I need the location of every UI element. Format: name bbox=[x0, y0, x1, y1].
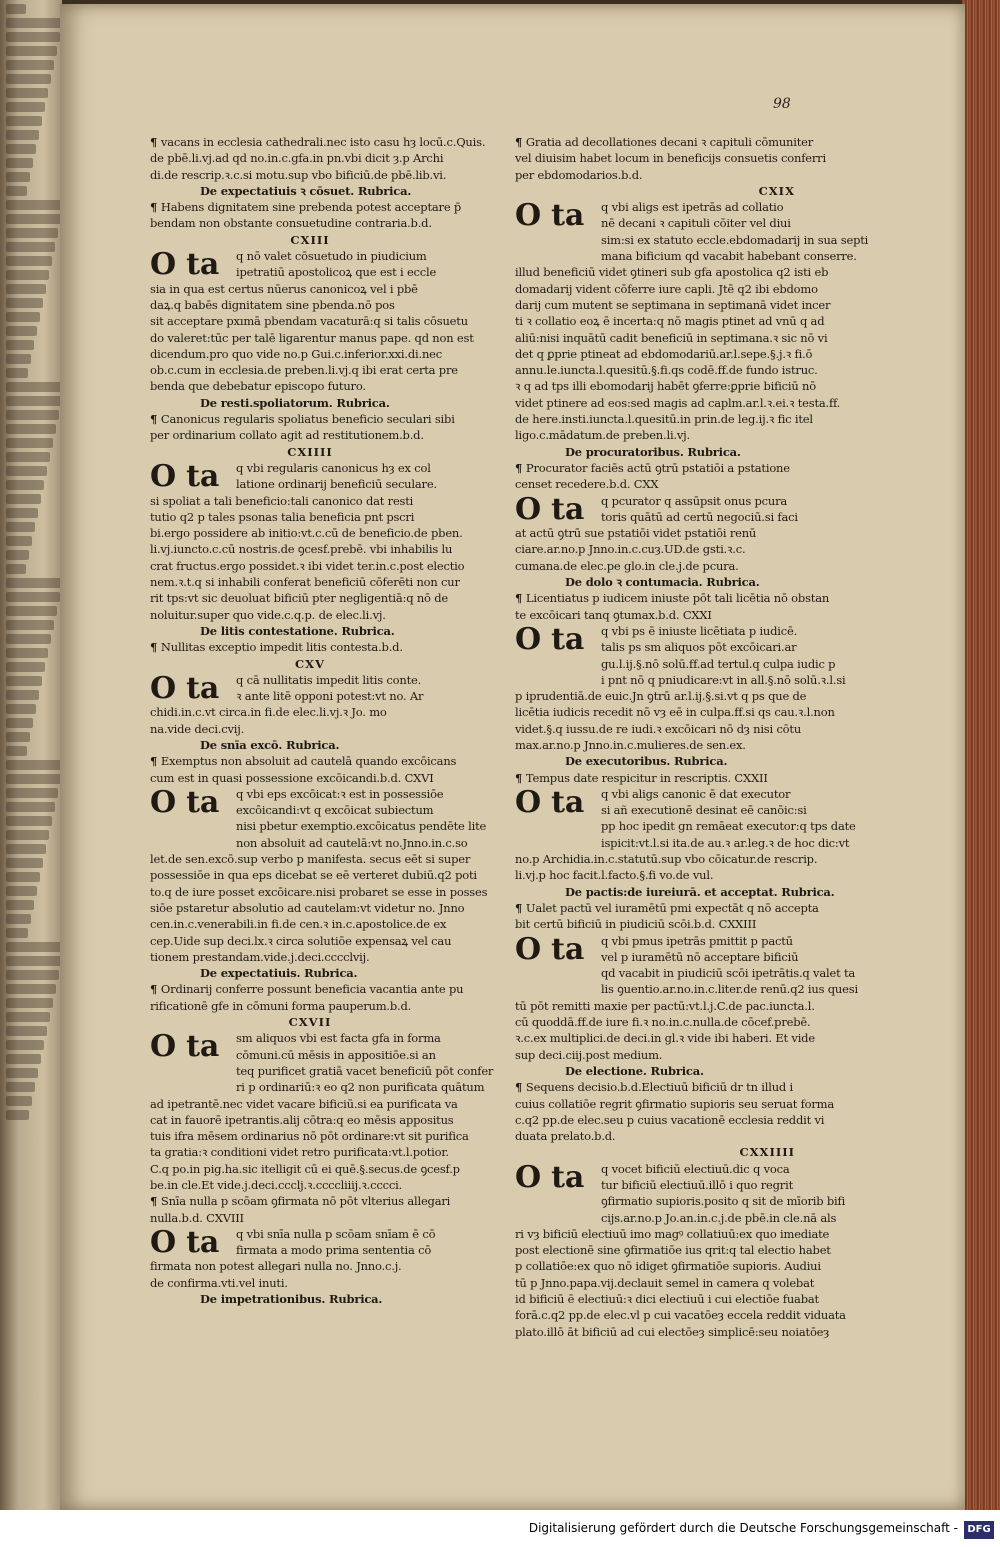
ghost-text-line bbox=[6, 1040, 44, 1050]
text-line: lis ꝯuentio.ar.no.in.c.liter.de renū.q2 ius quesi bbox=[601, 982, 858, 997]
text-line: vel p iuramētū nō acceptare bificiū bbox=[601, 949, 799, 964]
decorated-initial: O ta bbox=[150, 458, 220, 494]
ghost-text-line bbox=[6, 886, 37, 896]
decision-number: CXXIIII bbox=[739, 1145, 795, 1160]
ghost-text-line bbox=[6, 396, 62, 406]
ghost-text-line bbox=[6, 816, 52, 826]
ghost-text-line bbox=[6, 550, 29, 560]
text-line: det q ꝑprie ptineat ad ebdomodariū.ar.l.sepe.§.j.ꝛ fi.ō bbox=[515, 346, 813, 361]
ghost-text-line bbox=[6, 984, 56, 994]
text-line: teq purificet gratiā vacet beneficiū pōt confer bbox=[236, 1063, 494, 1078]
text-line: licētia iudicis recedit nō vȝ eē in culpa.ff.si qs cau.ꝛ.l.non bbox=[515, 705, 835, 720]
pilcrow-icon: ¶ bbox=[150, 412, 161, 427]
text-line: p collatiōe:ex quo nō idiget ꝯfirmatiōe supioris. Audiui bbox=[515, 1259, 821, 1274]
decision-paragraph bbox=[150, 672, 470, 737]
text-line: ꝛ q ad tps illi ebomodarij habēt ꝯferre:ꝑprie bificiū nō bbox=[515, 379, 816, 394]
decision-paragraph bbox=[150, 247, 474, 395]
decorated-initial: O ta bbox=[150, 670, 220, 706]
decorated-initial: O ta bbox=[150, 1029, 220, 1065]
text-line: videt.§.q iussu.de re iudi.ꝛ excōicari nō dȝ nisi cōtu bbox=[515, 721, 802, 736]
text-line: cijs.ar.no.p Jo.an.in.c.j.de pbē.in cle.nā als bbox=[601, 1210, 837, 1225]
ghost-text-line bbox=[6, 214, 61, 224]
pilcrow-icon: ¶ bbox=[515, 770, 526, 785]
pilcrow-icon: ¶ bbox=[150, 200, 161, 215]
ghost-text-line bbox=[6, 872, 40, 882]
ghost-text-line bbox=[6, 424, 56, 434]
rubric-heading: De executoribus. Rubrica. bbox=[565, 754, 728, 769]
text-paragraph bbox=[515, 134, 835, 183]
text-line: nem.ꝛ.t.q si inhabili conferat beneficiū cōferēti non cur bbox=[150, 575, 460, 590]
decision-paragraph bbox=[150, 1226, 470, 1291]
text-line: p iprudentiā.de euic.Jn ꝯtrū ar.l.ij.§.si.vt q ps que de bbox=[515, 689, 807, 704]
text-line: tur bificiū electiuū.illō i quo regrit bbox=[601, 1178, 793, 1192]
text-paragraph bbox=[515, 590, 835, 623]
text-line: per ordinarium collato agit ad restitutionem.b.d. bbox=[150, 428, 424, 443]
text-line: firmata a modo prima sententia cō bbox=[236, 1243, 432, 1258]
text-line: no.p Archidia.in.c.statutū.sup vbo cōicatur.de rescrip. bbox=[515, 852, 818, 867]
decorated-initial: O ta bbox=[515, 931, 585, 967]
text-line: post electionē sine ꝯfirmatiōe ius qrit:q tal electio habet bbox=[515, 1243, 831, 1258]
ghost-text-line bbox=[6, 830, 49, 840]
text-line: chidi.in.c.vt circa.in fi.de elec.li.vj.ꝛ Jo. mo bbox=[150, 705, 387, 720]
ghost-text-line bbox=[6, 186, 27, 196]
text-line: noluitur.super quo vide.c.q.p. de elec.li.vj. bbox=[150, 607, 386, 622]
text-line: cep.Uide sup deci.lx.ꝛ circa solutiōe expensaꝝ vel cau bbox=[150, 933, 452, 948]
ghost-text-line bbox=[6, 270, 49, 280]
footer-bar bbox=[0, 1510, 1000, 1547]
decision-paragraph bbox=[515, 931, 858, 1063]
ghost-text-line bbox=[6, 844, 46, 854]
text-line: i pnt nō q pniudicare:vt in all.§.nō solū.ꝛ.l.si bbox=[601, 672, 846, 687]
ghost-text-line bbox=[6, 438, 53, 448]
text-line: ꝛ ante litē opponi potest:vt no. Ar bbox=[236, 689, 424, 704]
decision-paragraph bbox=[515, 621, 846, 753]
text-line: ipetratiū apostolicoꝝ que est i eccle bbox=[236, 265, 437, 280]
ghost-text-line bbox=[6, 704, 36, 714]
text-line: q vbi snīa nulla p scōam snīam ē cō bbox=[236, 1226, 436, 1241]
decorated-initial: O ta bbox=[515, 621, 585, 657]
ghost-text-line bbox=[6, 1082, 35, 1092]
text-line: si spoliat a tali beneficio:tali canonico dat resti bbox=[150, 493, 414, 508]
rubric-heading: De electione. Rubrica. bbox=[565, 1063, 704, 1078]
text-line: per ebdomodarios.b.d. bbox=[515, 167, 643, 182]
text-paragraph bbox=[150, 1193, 470, 1226]
ghost-text-line bbox=[6, 858, 43, 868]
text-line: ¶ Licentiatus p iudicem iniuste pōt tali licētia nō obstan bbox=[515, 591, 830, 606]
pilcrow-icon: ¶ bbox=[150, 640, 161, 655]
rubric-heading: De litis contestatione. Rubrica. bbox=[200, 623, 395, 638]
ghost-text-line bbox=[6, 592, 60, 602]
text-line: talis ps sm aliquos pōt excōicari.ar bbox=[601, 640, 797, 655]
ghost-text-line bbox=[6, 354, 31, 364]
text-line: c.q2 pp.de elec.seu p cuius vacationē ecclesia reddit vi bbox=[515, 1112, 825, 1127]
ghost-text-line bbox=[6, 760, 64, 770]
ghost-text-line bbox=[6, 998, 53, 1008]
ghost-text-line bbox=[6, 452, 50, 462]
text-line: aliū:nisi inquātū cadit beneficiū in septimana.ꝛ sic nō vi bbox=[515, 330, 828, 345]
text-line: na.vide deci.cvij. bbox=[150, 721, 245, 736]
text-line: vel diuisim habet locum in beneficijs consuetis conferri bbox=[515, 151, 826, 166]
ghost-text-line bbox=[6, 942, 65, 952]
pilcrow-icon: ¶ bbox=[515, 900, 526, 915]
text-line: sm aliquos vbi est facta gfa in forma bbox=[236, 1031, 441, 1046]
text-line: domadarij vident cōferre iure capli. Jtē q2 ibi ebdomo bbox=[515, 281, 818, 296]
decorated-initial: O ta bbox=[150, 784, 220, 820]
text-line: cumana.de elec.pe glo.in cle.j.de pcura. bbox=[515, 558, 739, 573]
text-line: ¶ Canonicus regularis spoliatus beneficio seculari sibi bbox=[150, 412, 455, 427]
ghost-text-line bbox=[6, 928, 28, 938]
text-line: at actū ꝯtrū sue pstatiōi videt pstatiōi renū bbox=[515, 526, 757, 541]
text-line: q vbi aligs canonic ē dat executor bbox=[601, 786, 791, 801]
text-line: q vbi ps ē iniuste licētiata p iudicē. bbox=[601, 623, 798, 638]
ghost-text-line bbox=[6, 564, 26, 574]
rubric-heading: De pactis:de iureiurā. et acceptat. Rubrica. bbox=[565, 884, 835, 899]
rubric-heading: De expectatiuis ꝛ cōsuet. Rubrica. bbox=[200, 183, 412, 198]
rubric-heading: De resti.spoliatorum. Rubrica. bbox=[200, 395, 390, 410]
ghost-text-line bbox=[6, 676, 42, 686]
decision-paragraph bbox=[515, 1159, 846, 1340]
text-line: cuius collatiōe regrit ꝯfirmatio supioris seu seruat forma bbox=[515, 1096, 835, 1111]
text-line: gu.l.ij.§.nō solū.ff.ad tertul.q culpa iudic p bbox=[601, 656, 836, 671]
text-line: ¶ Ordinarij conferre possunt beneficia vacantia ante pu bbox=[150, 982, 464, 997]
text-line: te excōicari tanq ꝯtumax.b.d. CXXI bbox=[515, 607, 712, 622]
text-line: si añ executionē desinat eē canōic:si bbox=[601, 803, 807, 818]
ghost-text-line bbox=[6, 914, 31, 924]
text-line: ad ipetrantē.nec videt vacare bificiū.si ea purificata va bbox=[150, 1096, 458, 1111]
ghost-text-line bbox=[6, 802, 55, 812]
text-line: annu.le.iuncta.l.quesitū.§.fi.qs codē.ff.de fundo istruc. bbox=[515, 363, 818, 378]
text-line: ꝛ.c.ex multiplici.de deci.in gl.ꝛ vide ibi haberi. Et vide bbox=[515, 1031, 815, 1046]
text-line: ¶ Ualet pactū vel iuramētū pmi expectāt q nō accepta bbox=[515, 900, 819, 915]
decorated-initial: O ta bbox=[150, 247, 220, 283]
ghost-text-line bbox=[6, 690, 39, 700]
ghost-text-line bbox=[6, 116, 42, 126]
ghost-text-line bbox=[6, 88, 48, 98]
ghost-text-line bbox=[6, 662, 45, 672]
decorated-initial: O ta bbox=[515, 1159, 585, 1195]
book-edge bbox=[962, 0, 1000, 1510]
ghost-text-line bbox=[6, 970, 59, 980]
text-line: max.ar.no.p Jnno.in.c.mulieres.de sen.ex. bbox=[515, 737, 746, 752]
ghost-text-line bbox=[6, 900, 34, 910]
ghost-text-line bbox=[6, 508, 38, 518]
text-line: ¶ Gratia ad decollationes decani ꝛ capituli cōmuniter bbox=[515, 135, 814, 149]
text-paragraph bbox=[150, 639, 470, 655]
pilcrow-icon: ¶ bbox=[515, 1080, 526, 1095]
text-paragraph bbox=[515, 770, 835, 786]
text-line: do valeret:tūc per talē ligarentur manus pape. qd non est bbox=[150, 330, 474, 345]
ghost-text-line bbox=[6, 1054, 41, 1064]
ghost-text-line bbox=[6, 578, 63, 588]
ghost-text-line bbox=[6, 480, 44, 490]
text-line: id bificiū ē electiuū:ꝛ dici electiuū i cui electiōe fuabat bbox=[515, 1292, 819, 1307]
ghost-text-line bbox=[6, 32, 60, 42]
text-line: rit tps:vt sic deuoluat bificiū pter negligentiā:q nō de bbox=[150, 591, 448, 606]
pilcrow-icon: ¶ bbox=[150, 1194, 161, 1209]
folio-number: 98 bbox=[773, 96, 791, 112]
text-line: di.de rescrip.ꝛ.c.si motu.sup vbo bificiū.de pbē.lib.vi. bbox=[150, 167, 447, 182]
text-line: q pcurator q assūpsit onus pcura bbox=[601, 493, 788, 508]
text-line: latione ordinarij beneficiū seculare. bbox=[236, 477, 437, 492]
right-column bbox=[515, 134, 869, 1340]
text-line: cum est in quasi possessione excōicandi.b.d. CXVI bbox=[150, 770, 434, 785]
book-page bbox=[60, 4, 965, 1510]
text-line: ¶ Tempus date respicitur in rescriptis. CXXII bbox=[515, 770, 768, 785]
ghost-text-line bbox=[6, 60, 54, 70]
ghost-text-line bbox=[6, 1068, 38, 1078]
rubric-heading: De expectatiuis. Rubrica. bbox=[200, 966, 358, 981]
text-line: nē decani ꝛ capituli cōiter vel diui bbox=[601, 216, 791, 231]
text-line: ¶ Sequens decisio.b.d.Electiuū bificiū dr tn illud i bbox=[515, 1080, 793, 1095]
decision-paragraph bbox=[515, 493, 835, 574]
ghost-text-line bbox=[6, 774, 61, 784]
text-line: mana bificium qd vacabit habebant conserre. bbox=[601, 249, 857, 264]
ghost-text-line bbox=[6, 312, 40, 322]
decorated-initial: O ta bbox=[515, 198, 585, 234]
text-line: ri p ordinariū:ꝛ eo q2 non purificata quātum bbox=[236, 1080, 485, 1095]
text-line: excōicandi:vt q excōicat subiectum bbox=[236, 803, 434, 818]
text-line: cū quoddā.ff.de iure fi.ꝛ no.in.c.nulla.de cōcef.prebē. bbox=[515, 1015, 811, 1030]
text-line: be.in cle.Et vide.j.deci.ccclj.ꝛ.ccccliiij.ꝛ.cccci. bbox=[150, 1178, 403, 1192]
rubric-heading: De dolo ꝛ contumacia. Rubrica. bbox=[565, 575, 760, 590]
ghost-text-line bbox=[6, 144, 36, 154]
ghost-text-line bbox=[6, 536, 32, 546]
text-line: ꝯfirmatio supioris.posito q sit de mīorib bifi bbox=[601, 1194, 846, 1209]
ghost-text-line bbox=[6, 1096, 32, 1106]
pilcrow-icon: ¶ bbox=[515, 591, 526, 606]
text-line: sup deci.ciij.post medium. bbox=[515, 1047, 663, 1062]
text-line: bi.ergo possidere ab initio:vt.c.cū de beneficio.de pben. bbox=[150, 526, 463, 541]
text-line: ciare.ar.no.p Jnno.in.c.cuȝ.UD.de gsti.ꝛ.c. bbox=[515, 542, 746, 557]
decision-paragraph bbox=[150, 1029, 494, 1193]
text-line: li.vj.p hoc facit.l.facto.§.fi vo.de vul. bbox=[515, 868, 714, 883]
decision-number: CXIIII bbox=[287, 444, 333, 459]
text-line: tū pōt remitti maxie per pactū:vt.l.j.C.de pac.iuncta.l. bbox=[515, 998, 815, 1013]
text-line: rificationē gfe in cōmuni forma pauperum.b.d. bbox=[150, 998, 412, 1013]
decision-number: CXV bbox=[295, 656, 325, 671]
footer-credit: Digitalisierung gefördert durch die Deutsche Forschungsgemeinschaft - bbox=[528, 1521, 958, 1535]
text-line: ri vȝ bificiū electiuū imo magꝰ collatiuū:ex quo imediate bbox=[515, 1226, 830, 1241]
text-line: q vbi pmus ipetrās pmittit p pactū bbox=[601, 933, 793, 948]
text-line: ligo.c.mādatum.de preben.li.vj. bbox=[515, 428, 691, 443]
text-line: ob.c.cum in ecclesia.de preben.li.vj.q ibi erat certa pre bbox=[150, 363, 458, 378]
text-paragraph bbox=[515, 900, 835, 933]
ghost-text-line bbox=[6, 1012, 50, 1022]
ghost-text-line bbox=[6, 284, 46, 294]
text-line: tū p Jnno.papa.vij.declauit semel in camera q volebat bbox=[515, 1275, 815, 1290]
text-line: ¶ Exemptus non absoluit ad cautelā quando excōicans bbox=[150, 754, 457, 769]
text-line: darij cum mutent se septimana in septimanā videt incer bbox=[515, 297, 831, 312]
pilcrow-icon: ¶ bbox=[515, 135, 526, 149]
ghost-text-line bbox=[6, 74, 51, 84]
decision-paragraph bbox=[150, 784, 488, 965]
text-paragraph bbox=[515, 1079, 835, 1144]
ghost-text-line bbox=[6, 200, 64, 210]
ghost-text-line bbox=[6, 326, 37, 336]
text-line: nisi pbetur exemptio.excōicatus pendēte lite bbox=[236, 819, 487, 834]
text-line: sit acceptare pxımā pbendam vacaturā:q si talis cōsuetu bbox=[150, 314, 468, 329]
pilcrow-icon: ¶ bbox=[515, 460, 526, 475]
text-line: possessiōe in qua eps dicebat se eē verteret dubiū.q2 poti bbox=[150, 868, 477, 883]
text-line: tuis ifra mēsem ordinarius nō pōt ordinare:vt sit purifica bbox=[150, 1129, 469, 1144]
text-line: censet recedere.b.d. CXX bbox=[515, 477, 659, 492]
text-line: pp hoc ipedit gn remāeat executor:q tps date bbox=[601, 819, 856, 834]
text-line: crat fructus.ergo possidet.ꝛ ibi videt ter.in.c.post electio bbox=[150, 558, 465, 573]
ghost-text-line bbox=[6, 46, 57, 56]
text-line: bendam non obstante consuetudine contraria.b.d. bbox=[150, 216, 432, 231]
ghost-text-line bbox=[6, 466, 47, 476]
text-line: videt ptinere ad eos:sed magis ad caplm.ar.l.ꝛ.ei.ꝛ testa.ff. bbox=[515, 395, 841, 410]
ghost-text-line bbox=[6, 340, 34, 350]
text-line: ¶ Nullitas exceptio impedit litis contesta.b.d. bbox=[150, 640, 403, 655]
ghost-text-line bbox=[6, 732, 30, 742]
ghost-text-line bbox=[6, 172, 30, 182]
decorated-initial: O ta bbox=[515, 491, 585, 527]
text-line: nulla.b.d. CXVIII bbox=[150, 1210, 244, 1225]
text-line: li.vj.iuncto.c.cū nostris.de ꝯcesf.prebē. vbi inhabilis lu bbox=[150, 542, 453, 557]
ghost-text-line bbox=[6, 4, 26, 14]
text-line: de pbē.li.vj.ad qd no.in.c.gfa.in pn.vbi dicit ȝ.p Archi bbox=[150, 151, 444, 166]
decision-paragraph bbox=[150, 460, 470, 623]
rubric-heading: De impetrationibus. Rubrica. bbox=[200, 1292, 383, 1307]
ghost-text-line bbox=[6, 158, 33, 168]
text-line: cen.in.c.venerabili.in fi.de cen.ꝛ in.c.apostolice.de ex bbox=[150, 917, 447, 932]
text-paragraph bbox=[150, 199, 470, 232]
text-line: cōmuni.cū mēsis in appositiōe.si an bbox=[236, 1047, 436, 1062]
text-line: q vbi aligs est ipetrās ad collatio bbox=[601, 200, 784, 215]
text-line: ¶ vacans in ecclesia cathedrali.nec isto casu hȝ locū.c.Quis. bbox=[150, 135, 486, 149]
text-line: sia in qua est certus nūerus canonicoꝝ vel i pbē bbox=[150, 281, 418, 296]
ghost-text-line bbox=[6, 18, 63, 28]
text-line: q vbi regularis canonicus hȝ ex col bbox=[236, 460, 431, 475]
text-line: duata prelato.b.d. bbox=[515, 1129, 616, 1144]
text-paragraph bbox=[150, 134, 486, 183]
text-line: ta gratia:ꝛ conditioni videt retro purificata:vt.l.potior. bbox=[150, 1145, 449, 1160]
previous-page-edge bbox=[0, 0, 62, 1510]
text-line: forā.c.q2 pp.de elec.vl p cui vacatōeȝ eccela reddit viduata bbox=[515, 1308, 846, 1323]
text-line: ¶ Procurator faciēs actū ꝯtrū pstatiōi a pstatione bbox=[515, 460, 790, 475]
text-line: bit certū bificiū in piudiciū scōi.b.d. CXXIII bbox=[515, 917, 757, 932]
text-line: de confirma.vti.vel inuti. bbox=[150, 1275, 288, 1290]
ghost-text-line bbox=[6, 648, 48, 658]
text-line: plato.illō āt bificiū ad cui electōeȝ simplicē:seu noiatōeȝ bbox=[515, 1324, 830, 1339]
ghost-text-line bbox=[6, 746, 27, 756]
rubric-heading: De snīa excō. Rubrica. bbox=[200, 737, 340, 752]
text-line: siōe pstaretur absolutio ad cautelam:vt videtur no. Jnno bbox=[150, 900, 465, 915]
ghost-text-line bbox=[6, 606, 57, 616]
text-line: de here.insti.iuncta.l.quesitū.in prin.de leg.ij.ꝛ fic itel bbox=[515, 412, 813, 427]
text-line: toris quātū ad certū negociū.si faci bbox=[601, 509, 798, 524]
ghost-text-line bbox=[6, 788, 58, 798]
decision-number: CXVII bbox=[288, 1015, 332, 1030]
text-paragraph bbox=[150, 981, 470, 1014]
ghost-text-line bbox=[6, 102, 45, 112]
text-line: ¶ Habens dignitatem sine prebenda potest acceptare p̄ bbox=[150, 200, 462, 215]
ghost-text-line bbox=[6, 620, 54, 630]
text-line: non absoluit ad cautelā:vt no.Jnno.in.c.so bbox=[236, 835, 468, 850]
text-line: benda que debebatur episcopo futuro. bbox=[150, 379, 366, 394]
text-line: firmata non potest allegari nulla no. Jnno.c.j. bbox=[150, 1259, 402, 1274]
text-line: qd vacabit in piudiciū scōi ipetrātis.q valet ta bbox=[601, 966, 856, 981]
decision-paragraph bbox=[515, 198, 869, 443]
text-line: ispicit:vt.l.si ita.de au.ꝛ ar.leg.ꝛ de hoc dic:vt bbox=[601, 835, 850, 850]
decision-number: CXIII bbox=[290, 232, 330, 247]
text-line: ¶ Snīa nulla p scōam ꝯfirmata nō pōt vlterius allegari bbox=[150, 1194, 451, 1209]
text-line: cat in fauorē ipetrantis.alij cōtra:q eo mēsis appositus bbox=[150, 1112, 454, 1127]
ghost-text-line bbox=[6, 130, 39, 140]
ghost-text-line bbox=[6, 368, 28, 378]
text-paragraph bbox=[150, 753, 470, 786]
ghost-text-line bbox=[6, 1110, 29, 1120]
pilcrow-icon: ¶ bbox=[150, 754, 161, 769]
text-paragraph bbox=[515, 460, 835, 493]
decision-number: CXIX bbox=[758, 183, 795, 198]
text-line: illud beneficiū videt ꝯtineri sub gfa apostolica q2 isti eb bbox=[515, 265, 829, 280]
ghost-text-line bbox=[6, 718, 33, 728]
ghost-text-line bbox=[6, 410, 59, 420]
left-column bbox=[150, 134, 494, 1307]
ghost-text-line bbox=[6, 228, 58, 238]
ghost-text-line bbox=[6, 382, 65, 392]
ghost-text-line bbox=[6, 1026, 47, 1036]
ghost-text-line bbox=[6, 522, 35, 532]
ghost-text-line bbox=[6, 298, 43, 308]
text-line: tionem prestandam.vide.j.deci.cccclvij. bbox=[150, 949, 370, 964]
text-line: ti ꝛ collatio eoꝝ ē incerta:q nō magis ptinet ad vnū q ad bbox=[515, 314, 825, 329]
text-line: daꝝ.q babēs dignitatem sine pbenda.nō pos bbox=[150, 297, 395, 312]
text-paragraph bbox=[150, 411, 470, 444]
text-line: q nō valet cōsuetudo in piudicium bbox=[236, 249, 427, 264]
ghost-text-line bbox=[6, 256, 52, 266]
text-line: q cā nullitatis impedit litis conte. bbox=[236, 672, 422, 687]
text-line: dicendum.pro quo vide no.p Gui.c.inferior.xxi.di.nec bbox=[150, 346, 443, 361]
pilcrow-icon: ¶ bbox=[150, 982, 161, 997]
text-line: let.de sen.excō.sup verbo p manifesta. secus eēt si super bbox=[150, 852, 471, 867]
text-line: q vbi eps excōicat:ꝛ est in possessiōe bbox=[236, 786, 444, 801]
ghost-text-line bbox=[6, 956, 62, 966]
pilcrow-icon: ¶ bbox=[150, 135, 161, 149]
ghost-text-line bbox=[6, 634, 51, 644]
text-line: C.q po.in pig.ha.sic itelligit cū ei quē.§.secus.de ꝯcesf.p bbox=[150, 1161, 460, 1176]
ghost-text-line bbox=[6, 242, 55, 252]
text-line: to.q de iure posset excōicare.nisi probaret se esse in posses bbox=[150, 884, 488, 899]
dfg-logo: DFG bbox=[964, 1521, 994, 1539]
text-line: tutio q2 p tales psonas talia beneficia pnt pscri bbox=[150, 509, 415, 524]
text-line: sim:si ex statuto eccle.ebdomadarij in sua septi bbox=[601, 232, 869, 247]
rubric-heading: De procuratoribus. Rubrica. bbox=[565, 444, 741, 459]
ghost-text-line bbox=[6, 494, 41, 504]
decorated-initial: O ta bbox=[515, 784, 585, 820]
decorated-initial: O ta bbox=[150, 1224, 220, 1260]
decision-paragraph bbox=[515, 784, 856, 884]
text-line: q vocet bificiū electiuū.dic q voca bbox=[601, 1161, 790, 1176]
